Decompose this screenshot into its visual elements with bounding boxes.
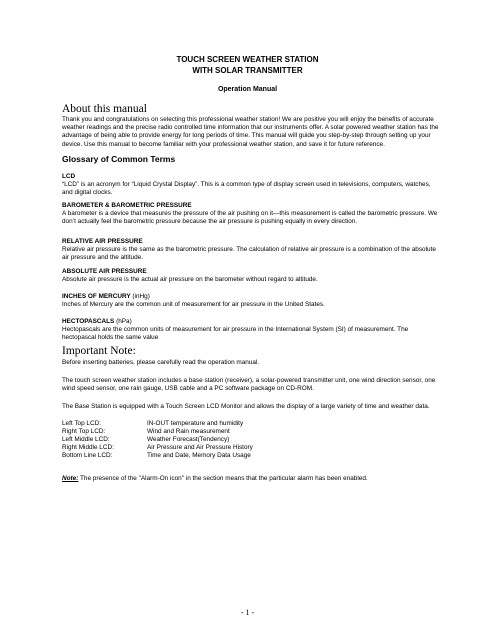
lcd-row-value: IN-OUT temperature and humidity bbox=[147, 420, 244, 427]
term-relative-air-pressure bbox=[62, 238, 143, 246]
term-title: HECTOPASCALS bbox=[62, 318, 115, 325]
lcd-row-label: Left Top LCD: bbox=[62, 420, 101, 427]
term-lcd-definition: “LCD” is an acronym for “Liquid Crystal Display”. This is a common type of display screen used in televisions, computers, watches, and digital clocks. bbox=[62, 181, 431, 197]
lcd-row bbox=[62, 444, 253, 452]
lcd-row bbox=[62, 436, 229, 444]
about-paragraph: Thank you and congratulations on selecting this professional weather station! We are positive you will enjoy the benefits of accurate weather readings and the precise radio controlled time information that our instruments offer. A solar powered weather station has the advantage of being able to provide energy for long periods of time. This manual will guide you step-by-step through setting up your device. Use this manual to become familiar with your professional weather station, and save it for future reference. bbox=[62, 116, 439, 148]
important-note-heading: Important Note: bbox=[62, 345, 136, 357]
lcd-row-value: Wind and Rain measurement bbox=[147, 428, 230, 435]
term-title: LCD bbox=[62, 173, 76, 180]
term-absolute-air-pressure-definition: Absolute air pressure is the actual air pressure on the barometer without regard to altitude. bbox=[62, 276, 318, 283]
note-paragraph bbox=[62, 475, 440, 483]
note-text: The presence of the "Alarm-On icon" in the section means that the particular alarm has been enabled. bbox=[78, 475, 368, 482]
term-barometer bbox=[62, 202, 192, 210]
term-inches-of-mercury bbox=[62, 293, 150, 301]
note-label: Note: bbox=[62, 475, 79, 482]
term-hectopascals-definition: Hectopascals are the common units of measurement for air pressure in the International System (SI) of measurement. The hectopascal holds the same value bbox=[62, 326, 409, 342]
term-relative-air-pressure-definition: Relative air pressure is the same as the barometric pressure. The calculation of relative air pressure is a combination of the absolute air pressure and the altitude. bbox=[62, 246, 436, 262]
term-unit: (hPa) bbox=[114, 318, 132, 325]
lcd-row-label: Right Middle LCD: bbox=[62, 444, 114, 451]
term-absolute-air-pressure bbox=[62, 268, 147, 276]
lcd-row bbox=[62, 420, 243, 428]
term-barometer-definition: A barometer is a device that measures the pressure of the air pushing on it—this measurement is called the barometric pressure. We don’t actually feel the barometric pressure because the air pressure is pushing equally in every direction. bbox=[62, 210, 438, 226]
term-inches-of-mercury-definition: Inches of Mercury are the common unit of measurement for air pressure in the United States. bbox=[62, 301, 325, 308]
lcd-row-value: Weather Forecast(Tendency) bbox=[147, 436, 230, 443]
lcd-row-value: Air Pressure and Air Pressure History bbox=[147, 444, 253, 451]
term-title: INCHES OF MERCURY bbox=[62, 293, 131, 300]
term-title: ABSOLUTE AIR PRESSURE bbox=[62, 268, 147, 275]
glossary-heading: Glossary of Common Terms bbox=[62, 154, 176, 164]
lcd-row bbox=[62, 428, 230, 436]
about-heading: About this manual bbox=[62, 103, 147, 115]
document-subtitle: Operation Manual bbox=[217, 86, 278, 93]
lcd-row-label: Left Middle LCD: bbox=[62, 436, 110, 443]
document-title-line2: WITH SOLAR TRANSMITTER bbox=[192, 66, 303, 75]
lcd-row-label: Bottom Line LCD: bbox=[62, 452, 113, 459]
term-unit: (inHg) bbox=[130, 293, 150, 300]
important-note-para2: The touch screen weather station includes a base station (receiver), a solar-powered transmitter unit, one wind direction sensor, one wind speed sensor, one rain gauge, USB cable and a PC software package on CD-ROM. bbox=[62, 377, 436, 393]
page-number: - 1 - bbox=[240, 608, 255, 617]
term-lcd bbox=[62, 173, 75, 181]
lcd-row-label: Right Top LCD: bbox=[62, 428, 106, 435]
important-note-para3: The Base Station is equipped with a Touch Screen LCD Monitor and allows the display of a large variety of time and weather data. bbox=[62, 403, 430, 410]
lcd-row-value: Time and Date, Memory Data Usage bbox=[147, 452, 251, 459]
term-hectopascals bbox=[62, 318, 132, 326]
term-title: RELATIVE AIR PRESSURE bbox=[62, 238, 143, 245]
document-title-line1: TOUCH SCREEN WEATHER STATION bbox=[176, 55, 319, 64]
term-title: BAROMETER & BAROMETRIC PRESSURE bbox=[62, 202, 192, 209]
lcd-row bbox=[62, 452, 251, 460]
important-note-para1: Before inserting batteries, please carefully read the operation manual. bbox=[62, 359, 260, 366]
